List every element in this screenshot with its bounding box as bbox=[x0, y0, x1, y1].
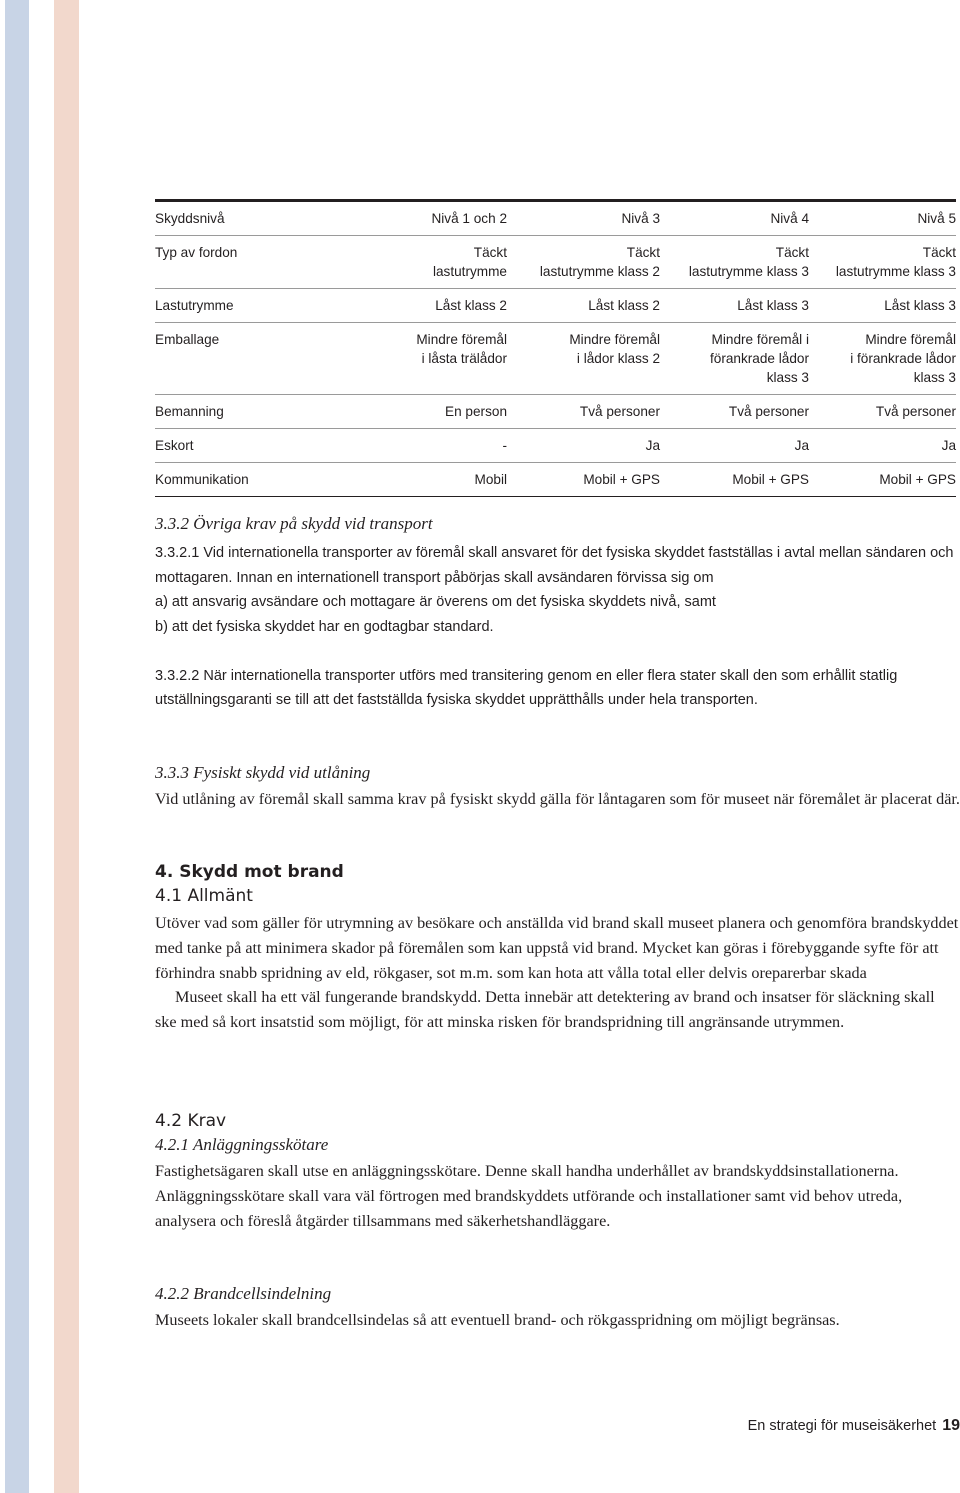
section-heading-4-2-2: 4.2.2 Brandcellsindelning bbox=[155, 1284, 332, 1303]
row-label: Emballage bbox=[155, 332, 220, 347]
table-row bbox=[155, 463, 956, 497]
table-cell: Nivå 4 bbox=[770, 211, 809, 226]
section-heading-4-2: 4.2 Krav bbox=[155, 1111, 227, 1131]
paragraph-3-3-2-2: 3.3.2.2 När internationella transporter utförs med transitering genom en eller flera stater skall den som erhållit statlig utställningsgaranti se till att det fastställda fysiska skyddet upprätthålls under hela transporten. bbox=[155, 667, 898, 708]
table-cell: Täckt lastutrymme klass 2 bbox=[539, 245, 660, 279]
table-cell: - bbox=[502, 438, 507, 453]
page-footer bbox=[748, 1417, 960, 1435]
row-label: Lastutrymme bbox=[155, 298, 234, 313]
table-cell: Mobil + GPS bbox=[732, 472, 809, 487]
row-label: Eskort bbox=[155, 438, 194, 453]
table-cell: Nivå 3 bbox=[621, 211, 660, 226]
paragraph-3-3-2-1: 3.3.2.1 Vid internationella transporter av föremål skall ansvaret för det fysiska skyddet fastställas i avtal mellan sändaren och mottagaren. Innan en internationell transport påbörjas skall avsändaren förvissa sig om bbox=[155, 545, 954, 586]
table-cell: Nivå 5 bbox=[917, 211, 956, 226]
table-cell: Täckt lastutrymme klass 3 bbox=[688, 245, 809, 279]
footer-title: En strategi för museisäkerhet bbox=[747, 1418, 937, 1434]
decorative-stripe-blue bbox=[5, 0, 29, 1493]
section-heading-3-3-3: 3.3.3 Fysiskt skydd vid utlåning bbox=[155, 763, 371, 782]
table-row bbox=[155, 236, 956, 289]
table-cell: Låst klass 3 bbox=[884, 298, 956, 313]
table-cell: Nivå 1 och 2 bbox=[431, 211, 507, 226]
section-4-1-body bbox=[155, 911, 960, 1035]
table-row bbox=[155, 395, 956, 429]
table-cell: Två personer bbox=[875, 404, 956, 419]
table-cell: Ja bbox=[794, 438, 809, 453]
table-row bbox=[155, 323, 956, 395]
section-heading-4-1: 4.1 Allmänt bbox=[155, 886, 253, 906]
table-cell: Två personer bbox=[579, 404, 660, 419]
decorative-stripe-pink bbox=[54, 0, 79, 1493]
list-item-a: a) att ansvarig avsändare och mottagare är överens om det fysiska skyddets nivå, samt bbox=[155, 594, 716, 610]
table-cell: Mindre föremål i förankrade lådor klass 3 bbox=[710, 332, 809, 385]
table-row bbox=[155, 429, 956, 463]
table-cell: Täckt lastutrymme bbox=[432, 245, 507, 279]
row-label: Kommunikation bbox=[155, 472, 249, 487]
table-cell: Låst klass 2 bbox=[588, 298, 660, 313]
table-cell: Låst klass 2 bbox=[435, 298, 507, 313]
section-3-3-2-body bbox=[155, 541, 960, 713]
paragraph-4-1-a: Utöver vad som gäller för utrymning av besökare och anställda vid brand skall museet planera och genomföra brandskyddet med tanke på att minimera skador på föremålen som kan uppstå vid brand. Mycket kan göras i förebyggande syfte för att förhindra snabb spridning av eld, rökgaser, sot m.m. som kan hota att vålla total eller delvis oreparerbar skada bbox=[155, 914, 959, 982]
table-cell: Ja bbox=[645, 438, 660, 453]
chapter-heading-4: 4. Skydd mot brand bbox=[155, 862, 344, 882]
section-heading-3-3-2: 3.3.2 Övriga krav på skydd vid transport bbox=[155, 514, 433, 533]
page-number: 19 bbox=[942, 1417, 960, 1434]
paragraph-4-1-b: Museet skall ha ett väl fungerande brandskydd. Detta innebär att detektering av brand och insatser för släckning skall ske med så kort insatstid som möjligt, för att minska risken för brandspridning till angränsande utrymmen. bbox=[155, 988, 935, 1032]
table-cell: Två personer bbox=[728, 404, 809, 419]
row-label: Bemanning bbox=[155, 404, 224, 419]
protection-level-table bbox=[155, 199, 956, 497]
paragraph-4-2-1: Fastighetsägaren skall utse en anläggningsskötare. Denne skall handha underhållet av brandskyddsinstallationerna. Anläggningsskötare skall vara väl förtrogen med brandskyddets utförande och installationer samt vid behov utreda, analysera och föreslå åtgärder tillsammans med säkerhetshandläggare. bbox=[155, 1162, 903, 1230]
list-item-b: b) att det fysiska skyddet har en godtagbar standard. bbox=[155, 618, 494, 635]
table-cell: Täckt lastutrymme klass 3 bbox=[835, 245, 956, 279]
paragraph-4-2-2: Museets lokaler skall brandcellsindelas så att eventuell brand- och rökgasspridning om möjligt begränsas. bbox=[155, 1311, 840, 1329]
table-cell: Låst klass 3 bbox=[737, 298, 809, 313]
section-heading-4-2-1: 4.2.1 Anläggningsskötare bbox=[155, 1135, 329, 1154]
paragraph-3-3-3: Vid utlåning av föremål skall samma krav på fysiskt skydd gälla för låntagaren som för museet när föremålet är placerat där. bbox=[155, 790, 960, 808]
table-cell: Mobil + GPS bbox=[583, 472, 660, 487]
table-row bbox=[155, 202, 956, 236]
table-cell: Mobil + GPS bbox=[879, 472, 956, 487]
row-label: Skyddsnivå bbox=[155, 211, 225, 226]
table-cell: Mindre föremål i förankrade lådor klass 3 bbox=[850, 332, 956, 385]
row-label: Typ av fordon bbox=[155, 245, 238, 260]
table-cell: Mindre föremål i lådor klass 2 bbox=[569, 332, 660, 366]
table-cell: En person bbox=[445, 404, 507, 419]
table-row bbox=[155, 289, 956, 323]
table-cell: Mobil bbox=[474, 472, 507, 487]
table-cell: Mindre föremål i låsta trälådor bbox=[416, 332, 507, 366]
table-cell: Ja bbox=[941, 438, 956, 453]
